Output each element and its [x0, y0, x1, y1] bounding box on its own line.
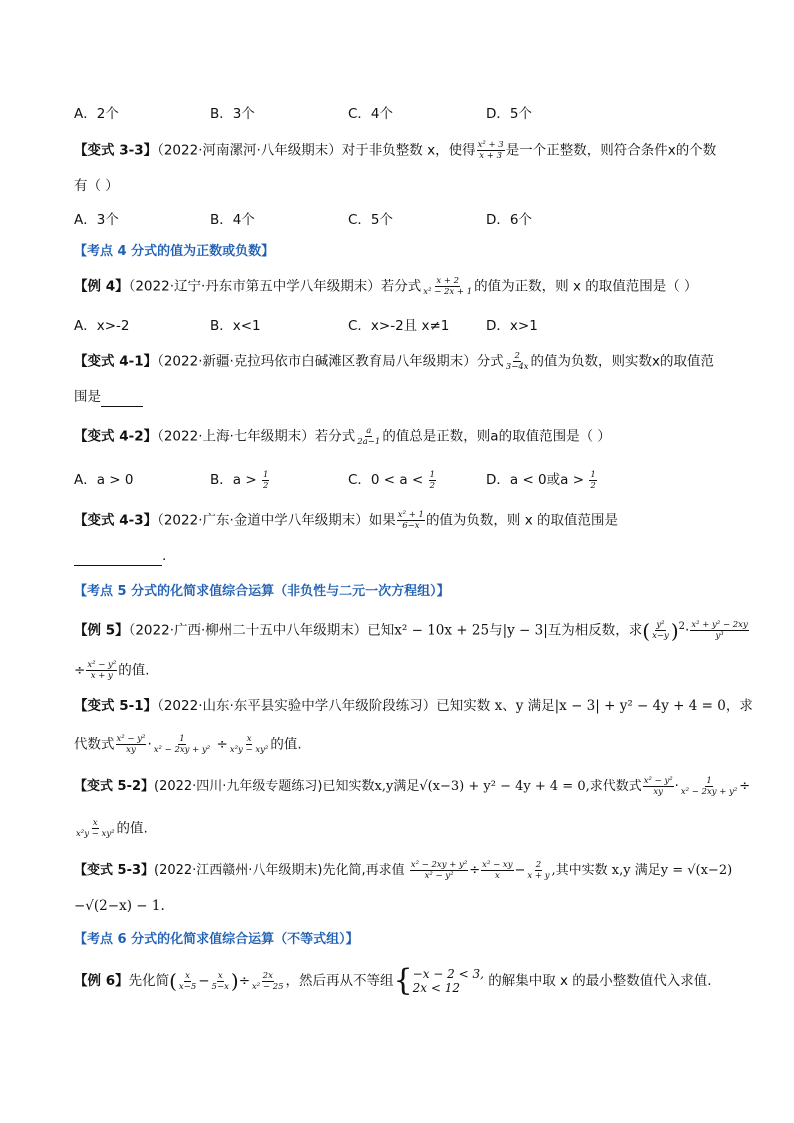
variant-4-2-options: [74, 468, 734, 491]
option-b: B．x<1: [210, 318, 261, 334]
option-d: D．a < 0或a > $\frac{1}{2}$: [486, 469, 596, 491]
option-d: D．5个: [486, 106, 532, 122]
variant-5-1-line2: 代数式 $\frac{\text{x² − y²}}{xy}$ · $\frac{1}{\text{x² − 2xy + y²}}$ ÷ $\frac{x}{\text{x²y − xy²}}$ 的值.: [74, 734, 302, 755]
variant-4-3-line2: .: [74, 546, 166, 566]
variant-3-3-options: [74, 208, 734, 228]
fraction: $\frac{a}{2a-1}$: [357, 426, 381, 447]
fraction: $\frac{2}{3-4x}$: [505, 351, 529, 372]
variant-4-3-line1: 【变式 4-3】（2022·广东·金道中学八年级期末）如果 $\frac{\text{x² + 1}}{6-x}$ 的值为负数，则 x 的取值范围是: [74, 510, 619, 531]
option-c: C．5个: [348, 212, 394, 228]
option-a: A．2个: [74, 106, 119, 122]
answer-blank: [74, 549, 162, 566]
option-a: A．x>-2: [74, 318, 130, 334]
option-d: D．6个: [486, 212, 532, 228]
variant-5-3-line1: 【变式 5-3】(2022·江西赣州·八年级期末)先化简,再求值 $\frac{\text{x² − 2xy + y²}}{\text{x² − y²}}$ ÷ $\frac{\text{x² − xy}}{x}$ − $\frac{2}{x + y}$ ,其中实数 x,y 满足y = √(x−2): [74, 860, 733, 881]
option-c: C．4个: [348, 106, 394, 122]
inequality-system: { −x − 2 < 3, 2x < 12: [393, 963, 484, 998]
example-4-options: [74, 314, 734, 334]
option-c: C．x>-2且 x≠1: [348, 318, 450, 334]
q-3-2-options: [74, 102, 734, 122]
option-b: B．a > $\frac{1}{2}$: [210, 469, 269, 491]
example-5-line2: ÷ $\frac{\text{x² − y²}}{x + y}$ 的值.: [74, 660, 150, 681]
variant-5-2-line2: $\frac{x}{\text{x²y − xy²}}$ 的值.: [76, 818, 148, 839]
answer-blank: [101, 390, 143, 407]
option-a: A．3个: [74, 212, 119, 228]
fraction: $\frac{x + 2}{\text{x² − 2x + 1}}$: [423, 276, 473, 297]
option-c: C．0 < a < $\frac{1}{2}$: [348, 469, 436, 491]
example-4-line: 【例 4】（2022·辽宁·丹东市第五中学八年级期末）若分式 $\frac{x + 2}{\text{x² − 2x + 1}}$ 的值为正数，则 x 的取值范围是（ ）: [74, 276, 698, 297]
section-heading-6: 【考点 6 分式的化简求值综合运算（不等式组）】: [74, 932, 359, 947]
variant-5-2-line1: 【变式 5-2】(2022·四川·九年级专题练习)已知实数x,y满足√(x−3) + y² − 4y + 4 = 0,求代数式 $\frac{\text{x² − y²}}{xy}$ · $\frac{1}{\text{x² − 2xy + y²}}$ ÷: [74, 776, 751, 797]
variant-5-1-line1: 【变式 5-1】（2022·山东·东平县实验中学八年级阶段练习）已知实数 x、y 满足|x − 3| + y² − 4y + 4 = 0，求: [74, 698, 753, 714]
variant-3-3-line2: 有（ ）: [74, 178, 119, 194]
example-5-line1: 【例 5】（2022·广西·柳州二十五中八年级期末）已知x² − 10x + 25与|y − 3|互为相反数，求( $\frac{\text{y²}}{x-y}$ )$^2$· $\frac{\text{x² + y² − 2xy}}{\text{y³}}$: [74, 618, 748, 643]
variant-5-3-line2: −√(2−x) − 1.: [74, 898, 165, 914]
variant-3-3-line1: 【变式 3-3】（2022·河南漯河·八年级期末）对于非负整数 x，使得 $\frac{\text{x² + 3}}{x + 3}$ 是一个正整数，则符合条件x的个数: [74, 140, 717, 161]
variant-4-2-line: 【变式 4-2】（2022·上海·七年级期末）若分式 $\frac{a}{2a-1}$ 的值总是正数，则a的取值范围是（ ）: [74, 426, 611, 447]
fraction: $\frac{\text{x² + 1}}{6-x}$: [397, 510, 424, 531]
variant-4-1-line2: 围是: [74, 387, 143, 407]
section-heading-4: 【考点 4 分式的值为正数或负数】: [74, 244, 275, 259]
variant-4-1-line1: 【变式 4-1】（2022·新疆·克拉玛依市白碱滩区教育局八年级期末）分式 $\frac{2}{3-4x}$ 的值为负数，则实数x的取值范: [74, 351, 715, 372]
option-b: B．4个: [210, 212, 255, 228]
example-6-line: 【例 6】先化简( $\frac{x}{x-5}$ − $\frac{x}{5-x}$ )÷ $\frac{2x}{\text{x² − 25}}$ ，然后再从不等组 { −x − 2 < 3, 2x < 12 的解集中取 x 的最小整数值代入求值.: [74, 963, 712, 998]
fraction: $\frac{\text{x² + 3}}{x + 3}$: [477, 140, 504, 161]
section-heading-5: 【考点 5 分式的化简求值综合运算（非负性与二元一次方程组）】: [74, 584, 450, 599]
option-d: D．x>1: [486, 318, 538, 334]
option-b: B．3个: [210, 106, 255, 122]
option-a: A．a > 0: [74, 472, 134, 488]
